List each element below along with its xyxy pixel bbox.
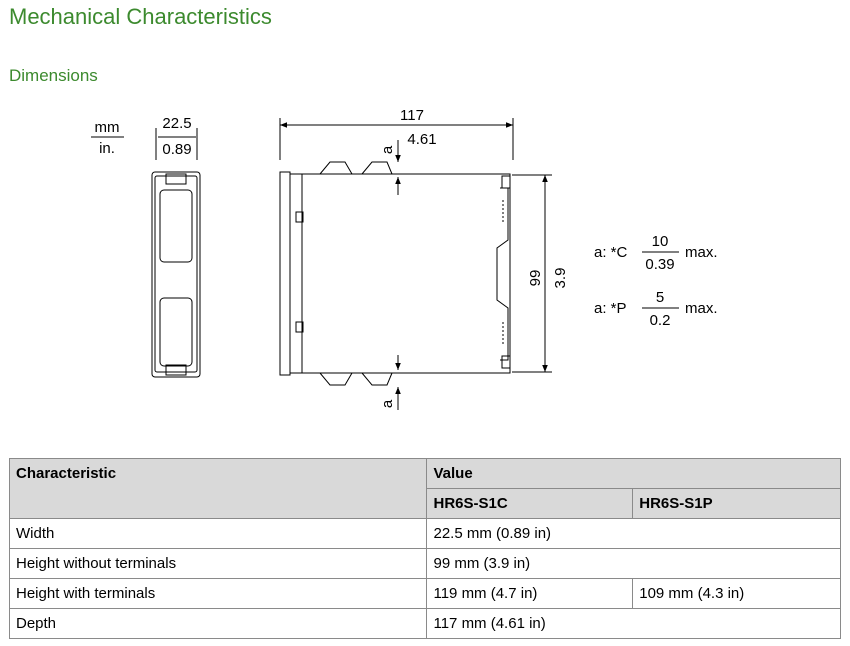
header-value: Value bbox=[427, 459, 841, 489]
note-p-prefix: a: *P bbox=[594, 300, 627, 317]
table-row bbox=[10, 549, 841, 579]
front-width-in: 4.61 bbox=[407, 131, 437, 148]
side-view bbox=[152, 172, 200, 377]
characteristics-table bbox=[9, 458, 841, 639]
front-height-in: 3.9 bbox=[552, 267, 569, 289]
row-value: 22.5 mm (0.89 in) bbox=[427, 519, 841, 549]
table-row bbox=[10, 579, 841, 609]
side-width-in: 0.89 bbox=[162, 141, 192, 158]
note-p-suffix: max. bbox=[685, 300, 718, 317]
note-c-in: 0.39 bbox=[645, 256, 675, 273]
row-value-c: 119 mm (4.7 in) bbox=[427, 579, 633, 609]
row-value-p: 109 mm (4.3 in) bbox=[633, 579, 841, 609]
front-width-mm: 117 bbox=[400, 107, 424, 124]
note-p-in: 0.2 bbox=[649, 312, 671, 329]
row-value: 99 mm (3.9 in) bbox=[427, 549, 841, 579]
header-characteristic: Characteristic bbox=[10, 459, 427, 519]
note-c-suffix: max. bbox=[685, 244, 718, 261]
row-label: Width bbox=[10, 519, 427, 549]
table-header-row bbox=[10, 459, 841, 489]
clearance-label-top: a bbox=[379, 145, 396, 155]
clearance-label-bottom: a bbox=[379, 399, 396, 409]
note-c-prefix: a: *C bbox=[594, 244, 628, 261]
unit-in-label: in. bbox=[99, 140, 115, 157]
side-width-mm: 22.5 bbox=[162, 115, 192, 132]
page-title: Mechanical Characteristics bbox=[9, 4, 272, 29]
header-model-c: HR6S-S1C bbox=[427, 489, 633, 519]
row-label: Height without terminals bbox=[10, 549, 427, 579]
front-view bbox=[280, 162, 510, 385]
table-row bbox=[10, 609, 841, 639]
unit-mm-label: mm bbox=[94, 119, 120, 136]
row-value: 117 mm (4.61 in) bbox=[427, 609, 841, 639]
note-c-mm: 10 bbox=[651, 233, 669, 250]
front-height-mm: 99 bbox=[527, 269, 544, 287]
dimensions-drawing bbox=[0, 95, 850, 425]
table-row bbox=[10, 519, 841, 549]
section-title-dimensions: Dimensions bbox=[9, 66, 98, 85]
row-label: Height with terminals bbox=[10, 579, 427, 609]
note-p-mm: 5 bbox=[655, 289, 665, 306]
row-label: Depth bbox=[10, 609, 427, 639]
header-model-p: HR6S-S1P bbox=[633, 489, 841, 519]
